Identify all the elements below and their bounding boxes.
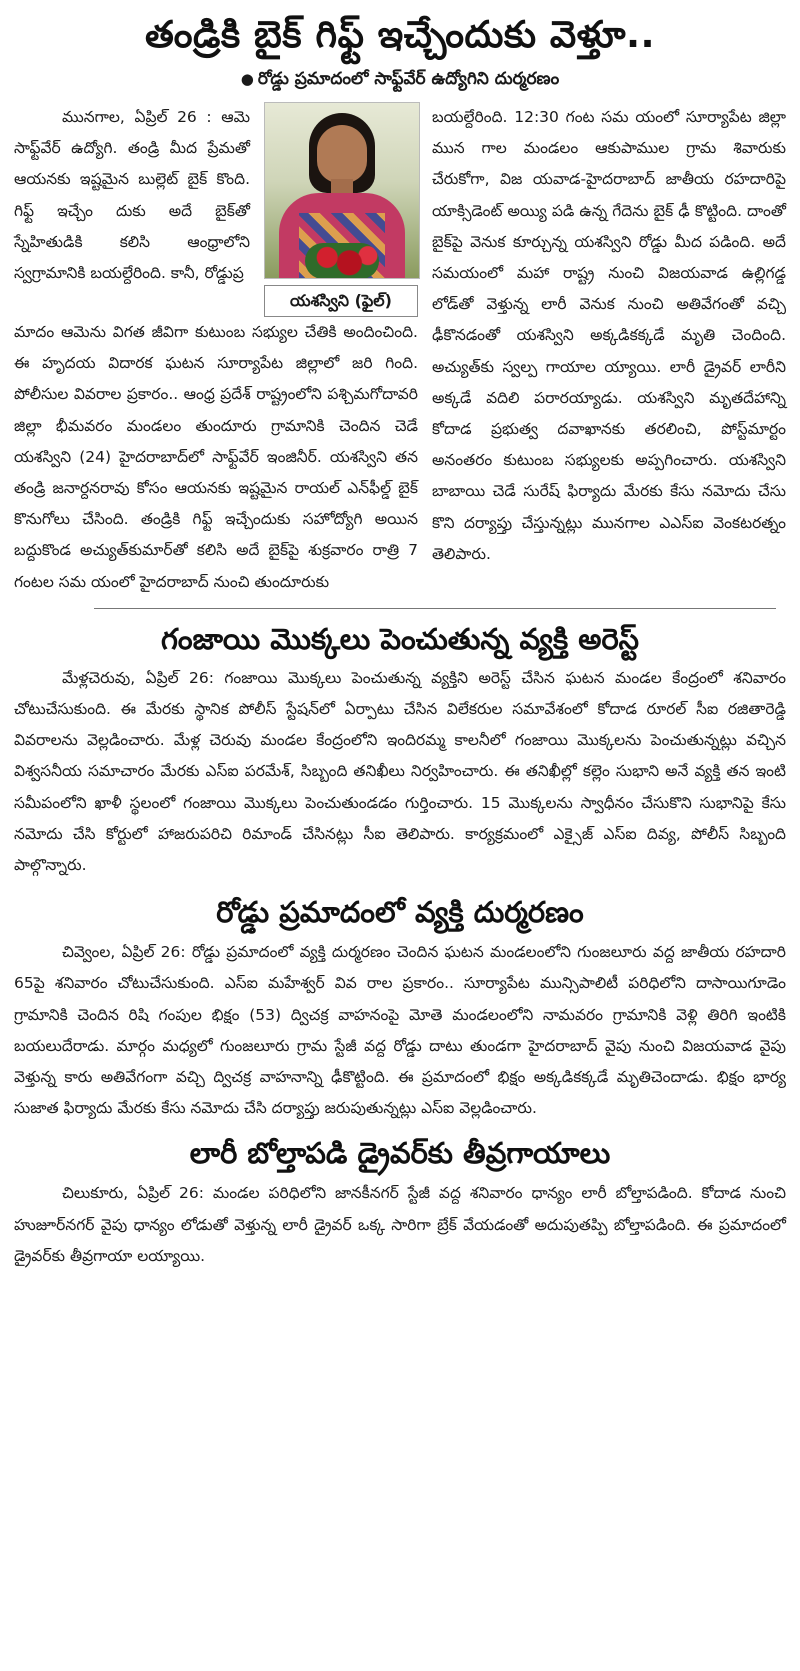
story3-body-content: చివ్వెంల, ఏప్రిల్ 26: రోడ్డు ప్రమాదంలో వ్యక్తి దుర్మరణం చెందిన ఘటన మండలంలోని గుంజలూరు వద్ద జాతీయ రహదారి 65పై శనివారం చోటుచేసుకుంది. ఎస్ఐ మహేశ్వర్ వివ రాల ప్రకారం.. సూర్యాపేట మున్సిపాలిటీ పరిధిలోని దాసాయిగూడెం గ్రామానికి చెందిన రిషి గంపుల భిక్షం (53) ద్విచక్ర వాహనంపై మోతె మండలంలోని నామవరం గ్రామానికి వెళ్లి తిరిగి ఇంటికి బయలుదేరాడు. మార్గం మధ్యలో గుంజలూరు గ్రామ స్టేజీ వద్ద రోడ్డు దాటు తుండగా హైదరాబాద్ వైపు నుంచి విజయవాడ వైపు వెళ్తున్న కారు అతివేగంగా వచ్చి ద్విచక్ర వాహనాన్ని ఢీకొట్టింది. ఈ ప్రమాదంలో భిక్షం అక్కడికక్కడే మృతిచెందాడు. భిక్షం భార్య సుజాత ఫిర్యాదు మేరకు కేసు నమోదు చేసి దర్యాప్తు జరుపుతున్నట్లు ఎస్ఐ వెల్లడించారు. (14, 943, 786, 1118)
bullet-icon: ● (240, 70, 254, 88)
story3-headline: రోడ్డు ప్రమాదంలో వ్యక్తి దుర్మరణం (216, 895, 584, 930)
story1-body (14, 102, 786, 598)
story1-text-left-bottom: మాదం ఆమెను విగత జీవిగా కుటుంబ సభ్యుల చేతికి అందించింది. ఈ హృదయ విదారక ఘటన సూర్యాపేట జిల్లాలో జరి గింది. పోలీసుల వివరాల ప్రకారం.. ఆంధ్ర ప్రదేశ్ రాష్ట్రంలోని పశ్చిమగోదావరి జిల్లా భీమవరం మండలం తుందూరు గ్రామానికి చెందిన చెడే యశస్విని (24) హైదరాబాద్‌లో సాఫ్ట్‌వేర్ ఇంజినీర్. యశస్విని తన తండ్రి జనార్దనరావు కోసం ఆయనకు ఇష్టమైన రాయల్ ఎన్‌ఫీల్డ్ బైక్ కొనుగోలు చేసింది. తండ్రికి గిఫ్ట్ ఇచ్చేందుకు సహోద్యోగి అయిన బద్దుకొండ అచ్యుత్‌కుమార్‌తో కలిసి అదే బైక్‌పై శుక్రవారం రాత్రి 7 గంటల సమ యంలో హైదరాబాద్ నుంచి తుందూరుకు (14, 323, 418, 591)
story4-body-content: చిలుకూరు, ఏప్రిల్ 26: మండల పరిధిలోని జానకీనగర్ స్టేజీ వద్ద శనివారం ధాన్యం లారీ బోల్తాపడింది. కోదాడ నుంచి హుజూర్‌నగర్ వైపు ధాన్యం లోడుతో వెళ్తున్న లారీ డ్రైవర్ ఒక్క సారిగా బ్రేక్ వేయడంతో అదుపుతప్పి బోల్తాపడింది. ఈ ప్రమాదంలో డ్రైవర్‌కు తీవ్రగాయా లయ్యాయి. (14, 1184, 786, 1265)
story1-text-left-top-content: మునగాల, ఏప్రిల్ 26 : ఆమె సాఫ్ట్‌వేర్ ఉద్యోగి. తండ్రి మీద ప్రేమతో ఆయనకు ఇష్టమైన బుల్లెట్ బైక్ కొంది. గిఫ్ట్ ఇచ్చేం దుకు అదే బైక్‌తో స్నేహితుడికి కలిసి ఆంధ్రాలోని స్వగ్రామానికి బయల్దేరింది. కానీ, రోడ్డుప్ర (14, 108, 250, 283)
story1-text-right: బయల్దేరింది. 12:30 గంట సమ యంలో సూర్యాపేట జిల్లా మున గాల మండలం ఆకుపాముల గ్రామ శివారుకు చేరుకోగా, విజ యవాడ-హైదరాబాద్ జాతీయ రహదారిపై యాక్సిడెంట్ అయ్యి పడి ఉన్న గేదెను బైక్ ఢీ కొట్టింది. దాంతో బైక్‌పై వెనుక కూర్చున్న యశస్విని రోడ్డు మీద పడింది. అదే సమయంలో మహా రాష్ట్ర నుంచి విజయవాడ ఉల్లిగడ్డ లోడ్‌తో వెళ్తున్న లారీ వెనుక నుంచి అతివేగంతో వచ్చి ఢీకొనడంతో యశస్విని అక్కడికక్కడే మృతి చెందింది. అచ్యుత్‌కు స్వల్ప గాయాల య్యాయి. లారీ డ్రైవర్ లారీని అక్కడే వదిలి పరారయ్యాడు. యశస్విని మృతదేహాన్ని కోదాడ ప్రభుత్వ దవాఖానకు తరలించి, పోస్ట్‌మార్టం అనంతరం కుటుంబ సభ్యులకు అప్పగించారు. యశస్విని బాబాయి చెడే సురేష్ ఫిర్యాదు మేరకు కేసు నమోదు చేసు కొని దర్యాప్తు చేస్తున్నట్లు మునగాల ఎఎస్ఐ వెంకటరత్నం తెలిపారు. (432, 108, 786, 563)
story1-subheadline-row (14, 66, 786, 92)
story2-body-content: మేళ్లచెరువు, ఏప్రిల్ 26: గంజాయి మొక్కలు పెంచుతున్న వ్యక్తిని అరెస్ట్ చేసిన ఘటన మండల కేంద్రంలో శనివారం చోటుచేసుకుంది. ఈ మేరకు స్థానిక పోలీస్ స్టేషన్‌లో ఏర్పాటు చేసిన విలేకరుల సమావేశంలో కోదాడ రూరల్ సీఐ రజితారెడ్డి వివరాలను వెల్లడించారు. మేళ్ల చెరువు మండల కేంద్రంలోని ఇందిరమ్మ కాలనీలో గంజాయి మొక్కలను పెంచుతున్నట్లు వచ్చిన విశ్వసనీయ సమాచారం మేరకు ఎస్ఐ పరమేశ్, సిబ్బంది తనిఖీలు నిర్వహించారు. ఈ తనిఖీల్లో కల్లెం సుభాని అనే వ్యక్తి తన ఇంటి సమీపంలోని ఖాళీ స్థలంలో గంజాయి మొక్కలు పెంచుతుండడం గుర్తించారు. 15 మొక్కలను స్వాధీనం చేసుకొని సుభానిపై కేసు నమోదు చేసి కోర్టులో హాజరుపరిచి రిమాండ్ చేసినట్లు సీఐ తెలిపారు. కార్యక్రమంలో ఎక్సైజ్ ఎస్ఐ దివ్య, పోలీస్ సిబ్బంది పాల్గొన్నారు. (14, 668, 786, 875)
story1-headline: తండ్రికి బైక్ గిఫ్ట్ ఇచ్చేందుకు వెళ్తూ.. (144, 13, 656, 56)
section-divider (94, 608, 776, 609)
story4-headline: లారీ బోల్తాపడి డ్రైవర్‌కు తీవ్రగాయాలు (189, 1136, 611, 1171)
story1-photo-box (264, 102, 418, 317)
photo-caption: యశస్విని (ఫైల్) (264, 285, 418, 317)
story4-body (14, 1178, 786, 1272)
victim-photo (264, 102, 420, 279)
story3-body (14, 937, 786, 1124)
story1-subheadline: రోడ్డు ప్రమాదంలో సాఫ్ట్‌వేర్ ఉద్యోగిని దుర్మరణం (257, 69, 560, 89)
story2-body (14, 663, 786, 881)
story2-headline: గంజాయి మొక్కలు పెంచుతున్న వ్యక్తి అరెస్ట్ (160, 621, 640, 656)
story1-text-left-top (14, 102, 250, 317)
flower-bouquet (305, 243, 379, 279)
